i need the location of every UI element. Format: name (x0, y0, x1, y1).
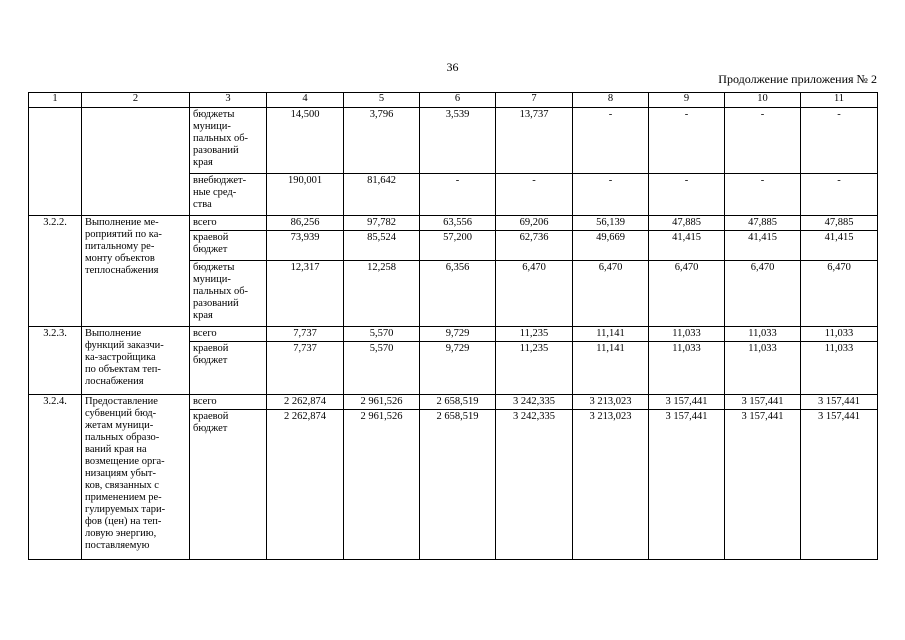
value-cell: 7,737 (267, 327, 344, 342)
value-cell: 6,470 (573, 261, 649, 327)
value-cell: - (725, 108, 801, 174)
column-header: 7 (496, 93, 573, 108)
value-cell: 2 658,519 (420, 410, 496, 560)
value-cell: 6,470 (801, 261, 878, 327)
value-cell: 6,356 (420, 261, 496, 327)
value-cell: 69,206 (496, 216, 573, 231)
page-number: 36 (446, 60, 459, 74)
funding-source-cell: всего (190, 395, 267, 410)
table-row (29, 395, 878, 410)
value-cell: 6,470 (649, 261, 725, 327)
value-cell: 11,033 (649, 327, 725, 342)
header-row (29, 93, 878, 108)
value-cell: 3 213,023 (573, 410, 649, 560)
value-cell: 47,885 (649, 216, 725, 231)
value-cell: 47,885 (725, 216, 801, 231)
item-description-cell: Выполнение функций заказчи- ка-застройщика по объектам теп- лоснабжения (82, 327, 190, 395)
value-cell: 11,235 (496, 327, 573, 342)
item-code-cell: 3.2.2. (29, 216, 82, 327)
value-cell: 12,258 (344, 261, 420, 327)
value-cell: 11,033 (649, 342, 725, 395)
value-cell: 3 157,441 (725, 395, 801, 410)
value-cell: 41,415 (649, 231, 725, 261)
value-cell: - (649, 108, 725, 174)
value-cell: 56,139 (573, 216, 649, 231)
funding-source-cell: краевой бюджет (190, 231, 267, 261)
column-header: 11 (801, 93, 878, 108)
table-row (29, 216, 878, 231)
funding-source-cell: бюджеты муници- пальных об- разований края (190, 261, 267, 327)
column-header: 3 (190, 93, 267, 108)
table-row (29, 327, 878, 342)
value-cell: 47,885 (801, 216, 878, 231)
value-cell: 11,033 (725, 327, 801, 342)
value-cell: 85,524 (344, 231, 420, 261)
value-cell: 5,570 (344, 342, 420, 395)
item-code-cell (29, 108, 82, 216)
table-row (29, 108, 878, 174)
value-cell: 3,796 (344, 108, 420, 174)
funding-source-cell: бюджеты муници- пальных об- разований края (190, 108, 267, 174)
value-cell: - (725, 174, 801, 216)
item-code-cell: 3.2.4. (29, 395, 82, 560)
value-cell: 6,470 (496, 261, 573, 327)
column-header: 1 (29, 93, 82, 108)
value-cell: 41,415 (725, 231, 801, 261)
column-header: 10 (725, 93, 801, 108)
column-header: 6 (420, 93, 496, 108)
value-cell: - (649, 174, 725, 216)
funding-source-cell: всего (190, 216, 267, 231)
value-cell: 11,141 (573, 342, 649, 395)
value-cell: 11,141 (573, 327, 649, 342)
value-cell: 7,737 (267, 342, 344, 395)
funding-source-cell: краевой бюджет (190, 342, 267, 395)
value-cell: 3 242,335 (496, 410, 573, 560)
value-cell: 11,033 (725, 342, 801, 395)
column-header: 5 (344, 93, 420, 108)
value-cell: - (801, 108, 878, 174)
value-cell: - (420, 174, 496, 216)
value-cell: 3 157,441 (725, 410, 801, 560)
continuation-label: Продолжение приложения № 2 (718, 72, 877, 86)
value-cell: 49,669 (573, 231, 649, 261)
value-cell: 190,001 (267, 174, 344, 216)
funding-source-cell: внебюджет- ные сред- ства (190, 174, 267, 216)
value-cell: 3 242,335 (496, 395, 573, 410)
item-code-cell: 3.2.3. (29, 327, 82, 395)
funding-source-cell: краевой бюджет (190, 410, 267, 560)
value-cell: 62,736 (496, 231, 573, 261)
value-cell: 2 961,526 (344, 410, 420, 560)
value-cell: 73,939 (267, 231, 344, 261)
value-cell: 9,729 (420, 327, 496, 342)
value-cell: 3 157,441 (801, 410, 878, 560)
value-cell: 2 262,874 (267, 410, 344, 560)
value-cell: 11,033 (801, 327, 878, 342)
value-cell: 13,737 (496, 108, 573, 174)
value-cell: 97,782 (344, 216, 420, 231)
column-header: 2 (82, 93, 190, 108)
value-cell: 86,256 (267, 216, 344, 231)
value-cell: - (573, 174, 649, 216)
value-cell: 2 961,526 (344, 395, 420, 410)
value-cell: 12,317 (267, 261, 344, 327)
value-cell: 3,539 (420, 108, 496, 174)
value-cell: 11,033 (801, 342, 878, 395)
value-cell: 81,642 (344, 174, 420, 216)
value-cell: 9,729 (420, 342, 496, 395)
item-description-cell: Выполнение ме- роприятий по ка- питальному ре- монту объектов теплоснабжения (82, 216, 190, 327)
value-cell: 3 213,023 (573, 395, 649, 410)
value-cell: - (801, 174, 878, 216)
value-cell: 3 157,441 (801, 395, 878, 410)
value-cell: - (573, 108, 649, 174)
value-cell: 5,570 (344, 327, 420, 342)
value-cell: 41,415 (801, 231, 878, 261)
column-header: 8 (573, 93, 649, 108)
column-header: 9 (649, 93, 725, 108)
value-cell: 14,500 (267, 108, 344, 174)
item-description-cell: Предоставление субвенций бюд- жетам муници- пальных образо- ваний края на возмещение орга- низациям убыт- ков, связанных с применением ре- гулируемых тари- фов (цен) на теп- ловую энергию, поставляемую (82, 395, 190, 560)
value-cell: 57,200 (420, 231, 496, 261)
value-cell: 63,556 (420, 216, 496, 231)
value-cell: 2 658,519 (420, 395, 496, 410)
value-cell: 3 157,441 (649, 410, 725, 560)
appendix-table (28, 92, 878, 560)
column-header: 4 (267, 93, 344, 108)
value-cell: 3 157,441 (649, 395, 725, 410)
value-cell: 2 262,874 (267, 395, 344, 410)
value-cell: - (496, 174, 573, 216)
funding-source-cell: всего (190, 327, 267, 342)
value-cell: 6,470 (725, 261, 801, 327)
item-description-cell (82, 108, 190, 216)
value-cell: 11,235 (496, 342, 573, 395)
